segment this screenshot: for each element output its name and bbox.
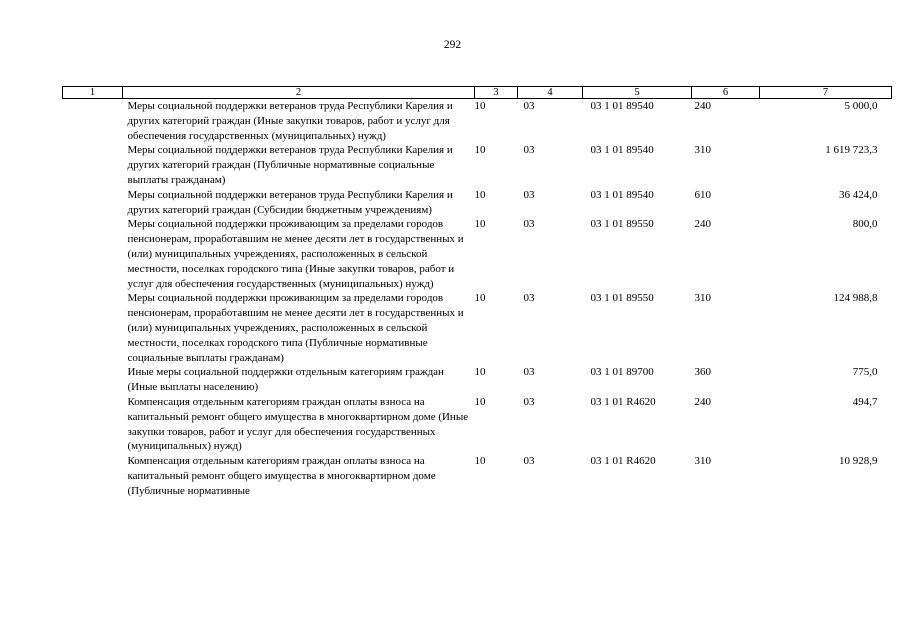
row-amount: 36 424,0 [839,188,878,201]
table-row [63,454,892,498]
row-empty-cell [63,188,123,218]
row-subsection: 03 [523,218,535,231]
row-section: 10 [474,395,486,408]
row-name: Компенсация отдельным категориям граждан оплаты взноса на капитальный ремонт общего имущества в многоквартирном доме (Иные закупки товаров, работ и услуг для обеспечения государственных (муниципальных) нужд) [127,395,469,453]
table-row [63,217,892,291]
row-expense-type: 310 [694,292,711,305]
row-expense-type: 240 [694,218,711,231]
column-header-2: 2 [123,87,475,99]
row-amount: 1 619 723,3 [825,144,878,157]
column-header-7: 7 [760,87,892,99]
row-amount: 800,0 [852,218,878,231]
row-target-article: 03 1 01 R4620 [590,455,656,468]
row-target-article: 03 1 01 89700 [590,366,654,379]
row-expense-type: 360 [694,366,711,379]
row-name: Меры социальной поддержки ветеранов труда Республики Карелия и других категорий граждан (Иные закупки товаров, работ и услуг для обеспечения государственных (муниципальных) нужд) [127,100,453,142]
page-number: 292 [443,39,462,51]
row-amount: 5 000,0 [844,100,878,112]
column-header-3: 3 [475,87,518,99]
table-row [63,365,892,395]
table-row [63,395,892,454]
row-name: Меры социальной поддержки проживающим за пределами городов пенсионерам, проработавшим не менее десяти лет в государственных и (или) муниципальных учреждениях, расположенных в сельской местности, поселках городского типа (Иные закупки товаров, работ и услуг для обеспечения государственных (муниципальных) нужд) [127,218,464,290]
row-section: 10 [474,218,486,231]
row-empty-cell [63,365,123,395]
row-empty-cell [63,143,123,187]
row-empty-cell [63,291,123,365]
column-header-6: 6 [692,87,760,99]
row-section: 10 [474,292,486,305]
column-header-1: 1 [63,87,123,99]
column-header-5: 5 [583,87,692,99]
row-target-article: 03 1 01 R4620 [590,395,656,408]
row-name: Компенсация отдельным категориям граждан оплаты взноса на капитальный ремонт общего имущества в многоквартирном доме (Публичные нормативные [127,455,436,497]
row-expense-type: 240 [694,395,711,408]
row-expense-type: 240 [694,100,711,112]
row-subsection: 03 [523,455,535,468]
row-empty-cell [63,99,123,144]
row-section: 10 [474,188,486,201]
table-row [63,99,892,144]
row-name: Меры социальной поддержки проживающим за пределами городов пенсионерам, проработавшим не менее десяти лет в государственных и (или) муниципальных учреждениях, расположенных в сельской местности, поселках городского типа (Публичные нормативные социальные выплаты гражданам) [127,292,464,364]
row-subsection: 03 [523,144,535,157]
row-target-article: 03 1 01 89540 [590,188,654,201]
row-empty-cell [63,395,123,454]
row-empty-cell [63,217,123,291]
row-amount: 775,0 [852,366,878,379]
row-target-article: 03 1 01 89540 [590,100,654,112]
row-empty-cell [63,454,123,498]
row-amount: 494,7 [852,395,878,408]
row-expense-type: 310 [694,455,711,468]
row-subsection: 03 [523,100,535,112]
row-subsection: 03 [523,292,535,305]
row-section: 10 [474,144,486,157]
row-target-article: 03 1 01 89550 [590,292,654,305]
table-row [63,143,892,187]
table-row [63,188,892,218]
table-header-row [63,87,892,99]
row-target-article: 03 1 01 89540 [590,144,654,157]
row-name: Меры социальной поддержки ветеранов труда Республики Карелия и других категорий граждан (Публичные нормативные социальные выплаты гражданам) [127,144,453,186]
row-target-article: 03 1 01 89550 [590,218,654,231]
row-subsection: 03 [523,188,535,201]
row-section: 10 [474,366,486,379]
row-section: 10 [474,455,486,468]
row-expense-type: 610 [694,188,711,201]
row-amount: 124 988,8 [833,292,878,305]
column-header-4: 4 [518,87,583,99]
row-subsection: 03 [523,366,535,379]
row-name: Меры социальной поддержки ветеранов труда Республики Карелия и других категорий граждан (Субсидии бюджетным учреждениям) [127,188,453,216]
budget-table [62,86,892,499]
row-name: Иные меры социальной поддержки отдельным категориям граждан (Иные выплаты населению) [127,366,444,394]
row-expense-type: 310 [694,144,711,157]
row-subsection: 03 [523,395,535,408]
table-row [63,291,892,365]
row-section: 10 [474,100,486,112]
row-amount: 10 928,9 [839,455,878,468]
